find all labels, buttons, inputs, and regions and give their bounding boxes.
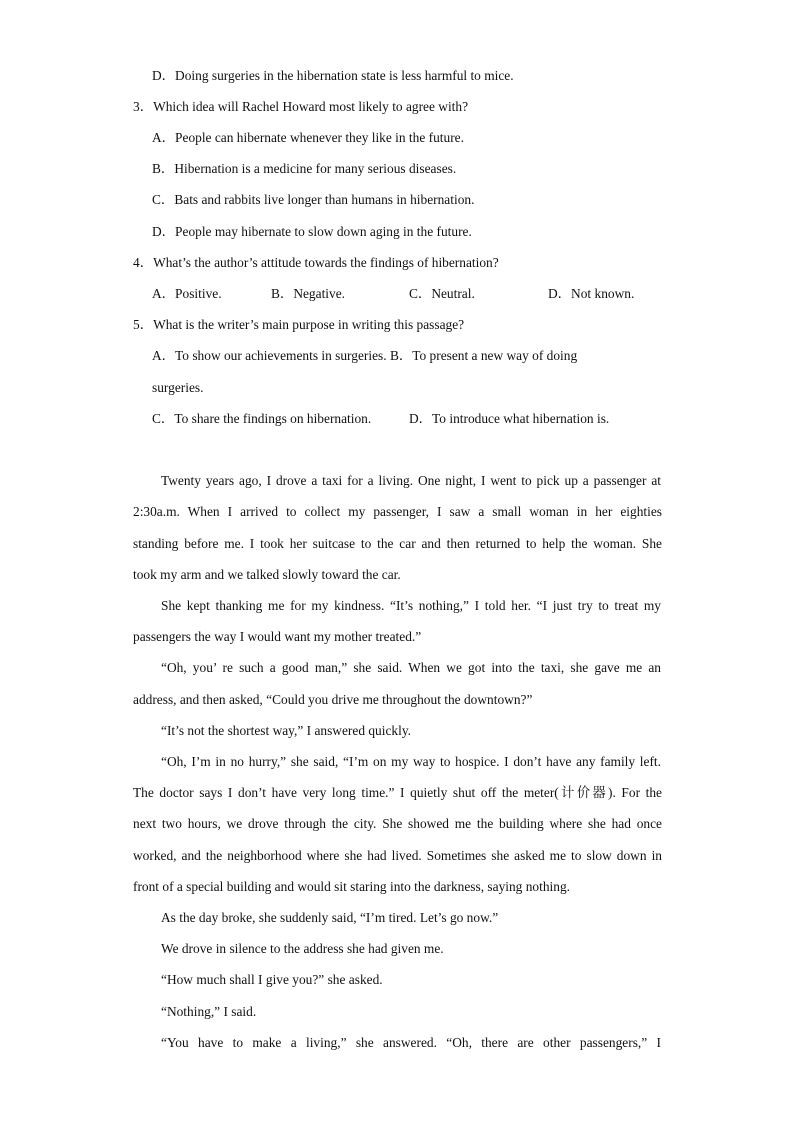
q5-question: 5．What is the writer’s main purpose in writing this passage? (133, 317, 465, 332)
passage-line: She kept thanking me for my kindness. “It’s nothing,” I told her. “I just try to treat my (161, 598, 661, 613)
passage-line: “Oh, you’ re such a good man,” she said. When we got into the taxi, she gave me an (161, 660, 661, 675)
q4-option-c: C．Neutral. (409, 286, 475, 301)
passage-line: “It’s not the shortest way,” I answered quickly. (161, 723, 412, 738)
passage-line: We drove in silence to the address she had given me. (161, 941, 444, 956)
passage-line: “You have to make a living,” she answered. “Oh, there are other passengers,” I (161, 1035, 661, 1050)
passage-line: “How much shall I give you?” she asked. (161, 972, 383, 987)
q3-question: 3．Which idea will Rachel Howard most likely to agree with? (133, 99, 469, 114)
q3-option-d: D．People may hibernate to slow down aging in the future. (152, 224, 472, 239)
passage-line: next two hours, we drove through the city. She showed me the building where she had once (133, 816, 662, 831)
q4-option-d: D．Not known. (548, 286, 635, 301)
q3-option-a: A．People can hibernate whenever they like in the future. (152, 130, 464, 145)
passage-line: “Nothing,” I said. (161, 1004, 257, 1019)
passage-line: took my arm and we talked slowly toward the car. (133, 567, 401, 582)
q5-option-c: C．To share the findings on hibernation. (152, 411, 372, 426)
passage-line: front of a special building and would sit staring into the darkness, saying nothing. (133, 879, 570, 894)
q4-options (152, 286, 652, 302)
q4-option-b: B．Negative. (271, 286, 346, 301)
q3-option-c: C．Bats and rabbits live longer than humans in hibernation. (152, 192, 475, 207)
q2-option-d: D．Doing surgeries in the hibernation state is less harmful to mice. (152, 68, 514, 83)
passage-line: standing before me. I took her suitcase to the car and then returned to help the woman. She (133, 536, 662, 551)
q3-option-b: B．Hibernation is a medicine for many serious diseases. (152, 161, 457, 176)
passage-line: “Oh, I’m in no hurry,” she said, “I’m on my way to hospice. I don’t have any family left. (161, 754, 661, 769)
passage-line: worked, and the neighborhood where she had lived. Sometimes she asked me to slow down in (133, 848, 662, 863)
q4-option-a: A．Positive. (152, 286, 222, 301)
passage-line: address, and then asked, “Could you drive me throughout the downtown?” (133, 692, 533, 707)
passage-line: Twenty years ago, I drove a taxi for a living. One night, I went to pick up a passenger at (161, 473, 661, 488)
passage-line: 2:30a.m. When I arrived to collect my passenger, I saw a small woman in her eighties (133, 504, 662, 519)
passage-line: The doctor says I don’t have very long time.” I quietly shut off the meter(计价器). For the (133, 785, 662, 800)
passage-line: As the day broke, she suddenly said, “I’m tired. Let’s go now.” (161, 910, 499, 925)
q5-option-ab: A．To show our achievements in surgeries. B．To present a new way of doing (152, 348, 578, 363)
q5-option-ab-continued: surgeries. (152, 380, 204, 395)
passage-line: passengers the way I would want my mother treated.” (133, 629, 422, 644)
q5-option-d: D．To introduce what hibernation is. (409, 411, 610, 426)
q4-question: 4．What’s the author’s attitude towards the findings of hibernation? (133, 255, 499, 270)
